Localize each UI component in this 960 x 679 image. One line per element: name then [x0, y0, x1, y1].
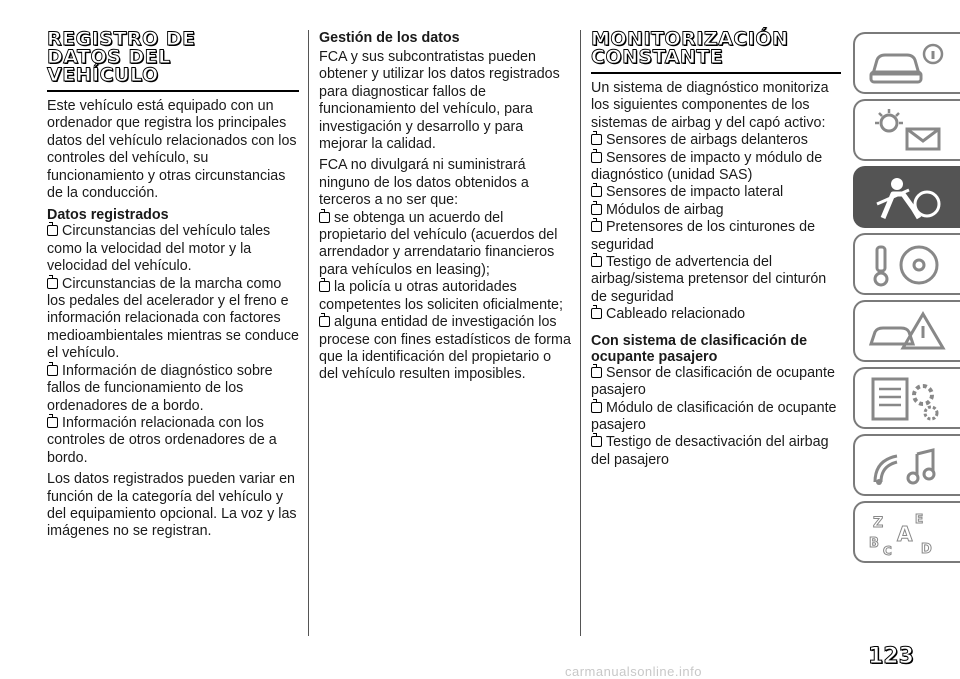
tab-multimedia[interactable] [853, 434, 960, 496]
svg-text:D: D [921, 542, 932, 557]
maintenance-icon [867, 375, 947, 423]
title-line: CONSTANTE [591, 46, 724, 68]
list-item [591, 365, 841, 400]
emergency-car-icon [867, 308, 947, 356]
tab-maintenance[interactable] [853, 367, 960, 429]
bullet-icon [591, 152, 602, 163]
item-text: Testigo de advertencia del airbag/sistema pretensor del cinturón de seguridad [591, 254, 827, 305]
bullet-icon [47, 278, 58, 289]
list-item [319, 314, 573, 384]
item-text: la policía u otras autoridades competentes los soliciten oficialmente; [319, 279, 563, 313]
intro-paragraph: Un sistema de diagnóstico monitoriza los siguientes componentes de los sistemas de airbag y del capó activo: [591, 80, 829, 131]
list-item [319, 279, 573, 314]
subheading-clasificacion: Con sistema de clasificación de ocupante pasajero [591, 332, 808, 365]
bullet-icon [591, 134, 602, 145]
tab-alphabet-index[interactable] [853, 501, 960, 563]
steering-key-icon [867, 241, 947, 289]
bullet-icon [47, 417, 58, 428]
title-line: MONITORIZACIÓN [591, 28, 789, 50]
svg-text:E: E [915, 512, 924, 526]
column-monitorizacion [591, 30, 841, 469]
bullet-icon [591, 221, 602, 232]
gestion-paragraph-2: FCA no divulgará ni suministrará ninguno de los datos obtenidos a terceros a no ser que: [319, 157, 529, 209]
bullet-icon [47, 365, 58, 376]
warning-lights-icon [867, 107, 947, 155]
item-text: Sensor de clasificación de ocupante pasajero [591, 364, 835, 399]
item-text: Circunstancias del vehículo tales como la velocidad del motor y la velocidad del vehículo. [47, 223, 271, 275]
section-title-monitorizacion [591, 30, 841, 66]
bullet-icon [319, 281, 330, 292]
item-text: Módulos de airbag [606, 201, 724, 218]
subheading-gestion: Gestión de los datos [319, 30, 460, 46]
item-text: Cableado relacionado [606, 306, 746, 323]
tab-emergency[interactable] [853, 300, 960, 362]
title-rule [591, 72, 841, 74]
list-item [47, 223, 299, 275]
list-item [591, 202, 841, 219]
column-divider [580, 30, 581, 636]
svg-text:Z: Z [873, 515, 884, 531]
watermark: carmanualsonline.info [565, 664, 702, 679]
multimedia-icon [867, 442, 947, 490]
bullet-icon [47, 225, 58, 236]
page-number: 123 [868, 644, 914, 669]
bullet-icon [591, 204, 602, 215]
tab-steering-key[interactable] [853, 233, 960, 295]
item-text: Información relacionada con los controles de otros ordenadores de a bordo. [47, 414, 277, 466]
item-text: Sensores de impacto lateral [606, 184, 784, 201]
tab-warning-lights[interactable] [853, 99, 960, 161]
item-text: Sensores de airbags delanteros [606, 132, 808, 149]
bullet-icon [591, 308, 602, 319]
list-item [591, 306, 841, 323]
intro-paragraph: Este vehículo está equipado con un ordenador que registra los principales datos del vehículo relacionados con los controles del vehículo, su funcionamiento y otras circunstancias de la conducción. [47, 98, 297, 202]
column-gestion [319, 30, 573, 384]
list-item [47, 415, 299, 467]
tab-seat-airbag[interactable] [853, 166, 960, 228]
bullet-icon [591, 186, 602, 197]
column-registro [47, 30, 299, 545]
list-item [591, 254, 841, 306]
title-line: REGISTRO DE [47, 28, 196, 50]
title-line: VEHÍCULO [47, 64, 159, 86]
seat-airbag-icon [867, 174, 947, 222]
bullet-icon [319, 316, 330, 327]
item-text: Testigo de desactivación del airbag del pasajero [591, 434, 829, 468]
list-item [591, 150, 841, 185]
bullet-icon [591, 367, 602, 378]
item-text: Módulo de clasificación de ocupante pasajero [591, 399, 837, 433]
list-item [591, 434, 841, 469]
column-divider [308, 30, 309, 636]
subheading-datos-registrados: Datos registrados [47, 207, 169, 224]
item-text: Sensores de impacto y módulo de diagnóstico (unidad SAS) [591, 149, 823, 184]
list-item [591, 184, 841, 201]
bullet-icon [591, 436, 602, 447]
item-text: se obtenga un acuerdo del propietario del vehículo (acuerdos del arrendador y arrendatario financieros para vehículos en leasing); [319, 209, 558, 278]
svg-text:B: B [869, 536, 879, 551]
tab-car-info[interactable] [853, 32, 960, 94]
svg-text:C: C [883, 544, 892, 557]
gestion-paragraph-1: FCA y sus subcontratistas pueden obtener y utilizar los datos registrados para diagnosticar fallos de funcionamiento del vehículo, para investigación y desarrollo y para mejorar la calidad. [319, 49, 560, 153]
alphabet-index-icon [867, 509, 947, 557]
list-item [47, 276, 299, 363]
closing-paragraph: Los datos registrados pueden variar en función de la categoría del vehículo y del equipamiento opcional. La voz y las imágenes no se registran. [47, 471, 297, 540]
car-info-icon [867, 40, 947, 88]
title-line: DATOS DEL [47, 46, 171, 68]
item-text: Circunstancias de la marcha como los pedales del acelerador y el freno e información relacionada con factores medioambientales mientras se conduce el vehículo. [47, 275, 299, 362]
bullet-icon [591, 402, 602, 413]
list-item [591, 219, 841, 254]
item-text: alguna entidad de investigación los procese con fines estadísticos de forma que la identificación del propietario o del vehículo resulten imposibles. [319, 314, 571, 383]
bullet-icon [591, 256, 602, 267]
list-item [591, 400, 841, 435]
title-rule [47, 90, 299, 92]
item-text: Información de diagnóstico sobre fallos de funcionamiento de los ordenadores de a bordo. [47, 362, 273, 414]
bullet-icon [319, 212, 330, 223]
list-item [47, 363, 299, 415]
list-item [591, 132, 841, 149]
section-title-registro [47, 30, 299, 84]
item-text: Pretensores de los cinturones de seguridad [591, 219, 816, 253]
svg-text:A: A [897, 522, 913, 546]
list-item [319, 210, 573, 280]
